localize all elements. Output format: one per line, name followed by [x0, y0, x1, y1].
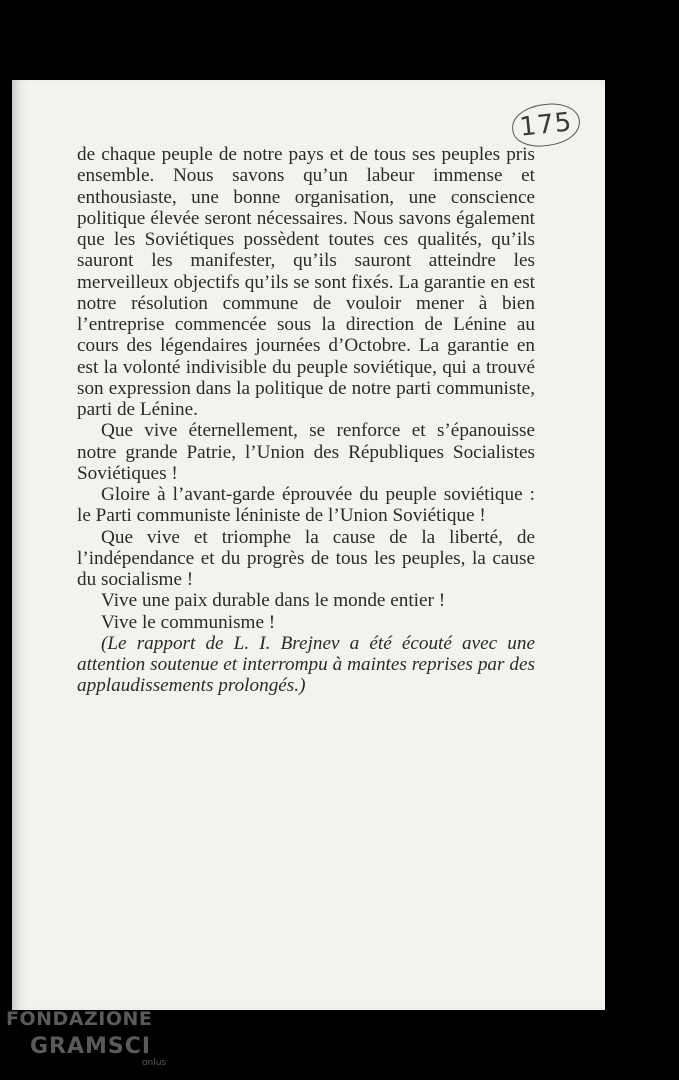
archive-watermark-logo — [6, 1008, 176, 1078]
paragraph: Que vive et triomphe la cause de la liberté, de l’indépendance et du progrès de tous les peuples, la cause du socialisme ! — [77, 526, 535, 590]
paragraph: Vive le communisme ! — [101, 611, 276, 633]
watermark-line2: GRAMSCI — [30, 1034, 152, 1059]
paragraph: de chaque peuple de notre pays et de tous ses peuples pris ensemble. Nous savons qu’un labeur immense et enthousiaste, une bonne organisation, une conscience politique élevée seront nécessaires. Nous savons également que les Soviétiques possèdent toutes ces qualités, qu’ils sauront les manifester, qu’ils sauront atteindre les merveilleux objectifs qu’ils se sont fixés. La garantie en est notre résolution commune de vouloir mener à bien l’entreprise commencée sous la direction de Lénine au cours des légendaires journées d’Octobre. La garantie en est la volonté indivisible du peuple soviétique, qui a trouvé son expression dans la politique de notre parti communiste, parti de Lénine. — [77, 144, 535, 420]
watermark-line1: FONDAZIONE — [6, 1008, 153, 1030]
paragraph: Gloire à l’avant-garde éprouvée du peuple soviétique : le Parti communiste léniniste de l’Union Soviétique ! — [77, 484, 535, 527]
paragraph: Que vive éternellement, se renforce et s’épanouisse notre grande Patrie, l’Union des Républiques Socialistes Soviétiques ! — [77, 420, 535, 484]
watermark-line3: onlus — [142, 1058, 167, 1068]
paragraph: Vive une paix durable dans le monde entier ! — [101, 590, 446, 612]
bleed-through-mark — [451, 102, 513, 140]
handwritten-page-number: 175 — [510, 101, 582, 150]
body-text — [77, 144, 535, 697]
closing-note: (Le rapport de L. I. Brejnev a été écouté avec une attention soutenue et interrompu à maintes reprises par des applaudissements prolongés.) — [77, 632, 535, 697]
